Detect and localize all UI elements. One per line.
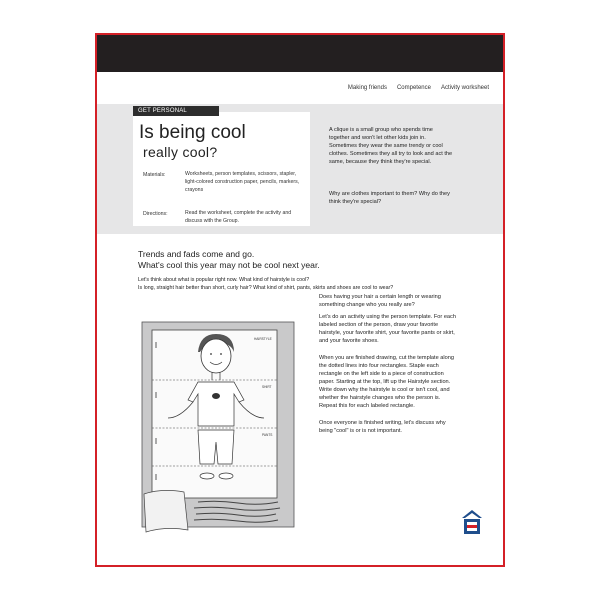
trends-heading [138, 249, 468, 271]
label-shirt: SHIRT [262, 385, 272, 389]
right-paragraph-3: When you are finished drawing, cut the template along the dotted lines into four rectangles. Staple each rectangle on the left side to a piece of construction paper. Starting at the top, lift up the Hairstyle section. Write down why the hairstyle is cool or isn't cool, and whether the hairstyle changes who the person is. Repeat this for each labeled rectangle. [319, 355, 454, 409]
top-bar [97, 35, 503, 72]
label-pants: PANTS [262, 433, 273, 437]
directions-label: Directions: [143, 211, 168, 217]
trends-line-2: What's cool this year may not be cool next year. [138, 260, 320, 270]
clique-questions: Why are clothes important to them? Why do they think they're special? [329, 191, 450, 205]
nav-activity-worksheet[interactable]: Activity worksheet [440, 85, 489, 91]
right-paragraph-2: Let's do an activity using the person template. For each labeled section of the person, draw your favorite hairstyle, your favorite shirt, your favorite pants or skirt, and your favorite shoes. [319, 314, 456, 344]
right-paragraph-4: Once everyone is finished writing, let's discuss why being "cool" is or is not important. [319, 420, 446, 434]
page-subtitle: really cool? [143, 144, 218, 160]
breadcrumb-nav [97, 72, 503, 104]
worksheet-page [95, 33, 505, 567]
intro-line-1: Let's think about what is popular right now. What kind of hairstyle is cool? [138, 277, 310, 283]
materials-text: Worksheets, person templates, scissors, stapler, light-colored construction paper, pencils, markers, crayons [185, 171, 300, 193]
clique-definition: A clique is a small group who spends time together and won't let other kids join in. Sometimes they wear the same trendy or cool clothes. Sometimes they all try to look and act the same, because they think they're special. [329, 127, 453, 165]
right-paragraph-1: Does having your hair a certain length or wearing something change who you really are? [319, 294, 441, 308]
intro-line-2: Is long, straight hair better than short, curly hair? What kind of shirt, pants, skirts and shoes are cool to wear? [138, 285, 394, 291]
hero-section [97, 104, 503, 234]
section-tag: GET PERSONAL [133, 106, 219, 116]
intro-paragraph [138, 276, 468, 292]
materials-label: Materials: [143, 172, 166, 178]
directions-text: Read the worksheet, complete the activity and discuss with the Group. [185, 210, 292, 224]
nav-competence[interactable]: Competence [396, 85, 431, 91]
label-hairstyle: HAIRSTYLE [254, 337, 272, 341]
person-template-illustration [138, 318, 313, 540]
trends-line-1: Trends and fads come and go. [138, 249, 255, 259]
page-title: Is being cool [139, 122, 246, 143]
nav-making-friends[interactable]: Making friends [347, 85, 387, 91]
brand-logo-icon [461, 509, 483, 535]
